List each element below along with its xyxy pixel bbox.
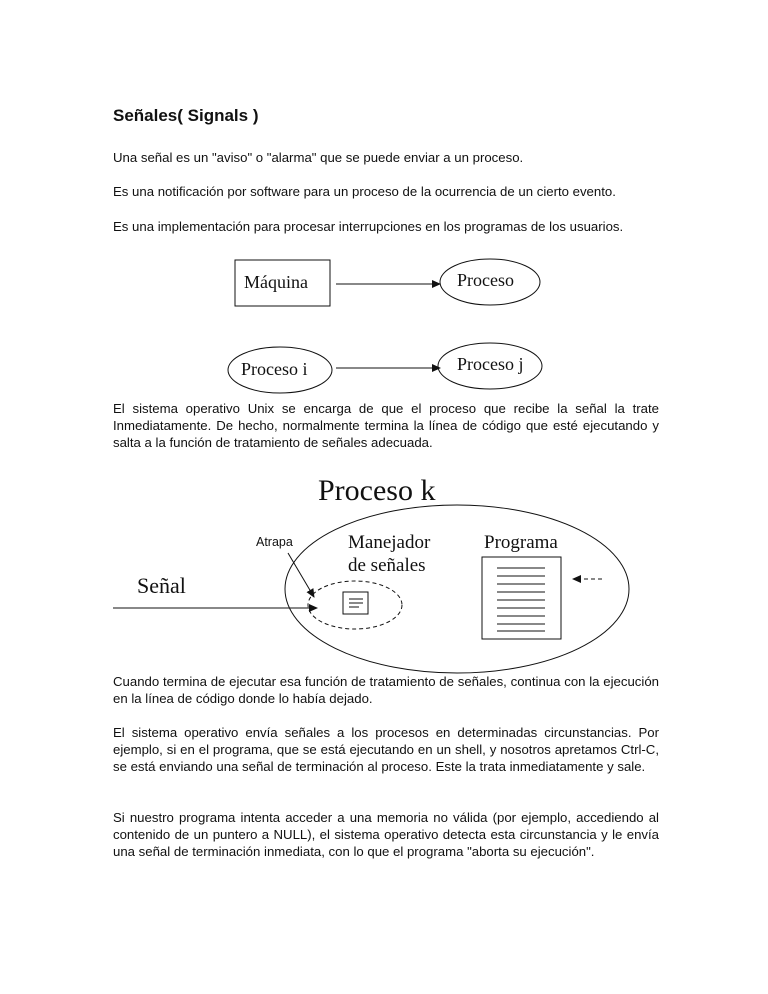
handler-label-line2: de señales	[348, 555, 426, 576]
process-k-title: Proceso k	[318, 474, 436, 507]
paragraph-invalid-memory: Si nuestro programa intenta acceder a una memoria no válida (por ejemplo, accediendo al contenido de un puntero a NULL), el sistema operativo detecta esta circunstancia y le envía una señal de terminación inmediata, con lo que el programa "aborta su ejecución".	[113, 810, 659, 859]
process-j-label: Proceso j	[457, 354, 524, 374]
handler-document-icon	[343, 592, 368, 614]
process-i-label: Proceso i	[241, 359, 308, 379]
paragraph-interrupt-implementation: Es una implementación para procesar interrupciones en los programas de los usuarios.	[113, 219, 624, 234]
handler-ellipse	[308, 581, 402, 629]
page-title: Señales( Signals )	[113, 106, 259, 125]
machine-label: Máquina	[244, 272, 308, 292]
program-label: Programa	[484, 532, 558, 553]
process-k-ellipse	[285, 505, 629, 673]
paragraph-resume-execution: Cuando termina de ejecutar esa función de tratamiento de señales, continua con la ejecución en la línea de código donde lo había dejado.	[113, 674, 659, 706]
paragraph-software-notification: Es una notificación por software para un proceso de la ocurrencia de un cierto evento.	[113, 184, 616, 199]
program-document-icon	[482, 557, 561, 639]
paragraph-signal-definition: Una señal es un "aviso" o "alarma" que se puede enviar a un proceso.	[113, 150, 524, 165]
process-label: Proceso	[457, 270, 514, 290]
paragraph-ctrl-c: El sistema operativo envía señales a los procesos en determinadas circunstancias. Por ejemplo, si en el programa, que se está ejecutando en un shell, y nosotros apretamos Ctrl-C, se está enviando una señal de terminación al proceso. Este la trata inmediatamente y sale.	[113, 725, 659, 774]
handler-label-line1: Manejador	[348, 532, 431, 553]
catch-arrow	[288, 553, 314, 597]
catch-label: Atrapa	[256, 535, 293, 549]
paragraph-unix-handling: El sistema operativo Unix se encarga de que el proceso que recibe la señal la trate Inmediatamente. De hecho, normalmente termina la línea de código que esté ejecutando y salta a la función de tratamiento de señales adecuada.	[113, 401, 659, 450]
signal-label: Señal	[137, 573, 186, 598]
